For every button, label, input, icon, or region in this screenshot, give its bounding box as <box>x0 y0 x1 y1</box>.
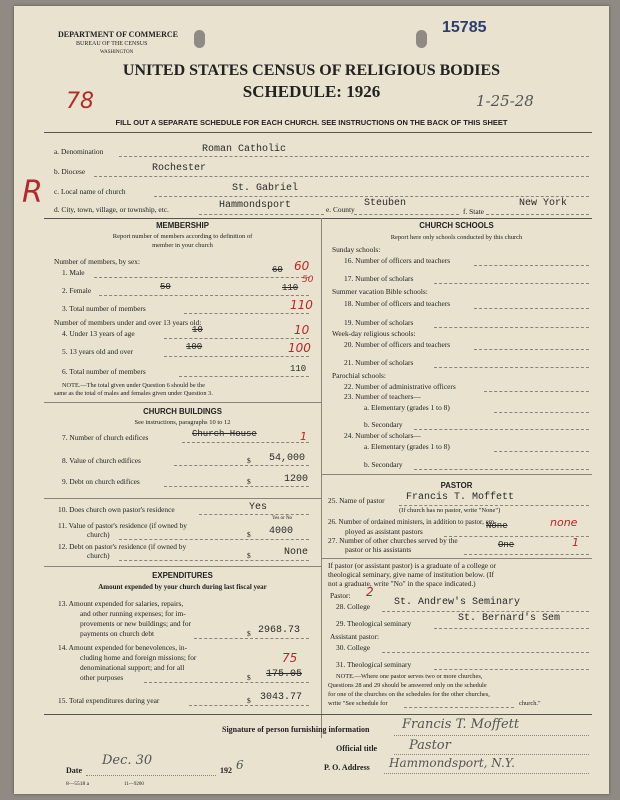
q29-value: St. Bernard's Sem <box>458 613 561 624</box>
punch-hole <box>416 30 427 48</box>
q5-line <box>164 356 309 357</box>
q8-line <box>174 465 309 466</box>
q26-handwritten: none <box>550 516 578 529</box>
q4-handwritten: 10 <box>294 323 310 337</box>
q11-value: 4000 <box>269 526 294 537</box>
q2-label: 2. Female <box>62 286 92 295</box>
q28-value: St. Andrew's Seminary <box>394 597 521 608</box>
print-code: 11—9200 <box>124 782 144 787</box>
membership-note-1: NOTE.—The total given under Question 6 should be the <box>62 382 205 389</box>
q15-label: 15. Total expenditures during year <box>58 696 160 705</box>
form-instruction: FILL OUT A SEPARATE SCHEDULE FOR EACH CHURCH. SEE INSTRUCTIONS ON THE BACK OF THIS SHEET <box>115 118 508 127</box>
q21-label: 21. Number of scholars <box>344 358 414 367</box>
q4-line <box>164 338 309 339</box>
date-label: Date <box>66 766 82 775</box>
q26-label-2: ployed as assistant pastors <box>345 527 423 536</box>
q25-line <box>399 505 589 506</box>
punch-hole <box>194 30 205 48</box>
q1-handwritten: 60 <box>294 259 310 273</box>
q27-line <box>464 554 589 555</box>
graduate-note-1: If pastor (or assistant pastor) is a graduate of a college or <box>328 561 497 570</box>
center-divider <box>321 218 322 738</box>
q22-label: 22. Number of administrative officers <box>344 382 456 391</box>
county-label: e. County <box>326 205 355 214</box>
q7-value: Church House <box>192 429 257 439</box>
header-rule <box>44 132 592 133</box>
serial-number: 15785 <box>442 19 487 36</box>
date-value: Dec. 30 <box>102 753 153 768</box>
pastor-note-4: write "See schedule for <box>328 700 388 707</box>
q4-label: 4. Under 13 years of age <box>62 329 135 338</box>
membership-intro-1: Report number of members according to definition of <box>112 233 253 240</box>
city-name: WASHINGTON <box>100 50 134 55</box>
membership-note-2: same as the total of males and females given under Question 3. <box>54 390 213 397</box>
department-name: DEPARTMENT OF COMMERCE <box>58 30 179 39</box>
handwritten-date: 1-25-28 <box>476 92 534 110</box>
q30-line <box>382 652 589 653</box>
q27-value: One <box>498 540 515 550</box>
pastor-handwritten-mark: 2 <box>366 585 374 599</box>
official-title-value: Pastor <box>409 738 451 753</box>
official-title-label: Official title <box>336 744 378 753</box>
expenditures-sub: Amount expended by your church during last fiscal year <box>98 583 267 591</box>
q5-label: 5. 13 years old and over <box>62 347 134 356</box>
diocese-line <box>94 176 589 177</box>
denomination-line <box>119 156 589 157</box>
q30-label: 30. College <box>336 643 371 652</box>
q12-dollar: $ <box>247 551 251 560</box>
q31-line <box>434 669 589 670</box>
diocese-value: Rochester <box>152 163 207 174</box>
q24-label: 24. Number of scholars— <box>344 431 421 440</box>
expenditures-heading: EXPENDITURES <box>152 571 213 580</box>
q17-label: 17. Number of scholars <box>344 274 414 283</box>
schedule-title: SCHEDULE: 1926 <box>242 82 381 101</box>
q14-label-3: denominational support; and for all <box>80 663 185 672</box>
q29-line <box>434 628 589 629</box>
q11-label-1: 11. Value of pastor's residence (if owned by <box>58 521 187 530</box>
q12-label-1: 12. Debt on pastor's residence (if owned by <box>58 542 187 551</box>
handwritten-number: 78 <box>66 89 94 114</box>
q11-dollar: $ <box>247 530 251 539</box>
schools-heading: CHURCH SCHOOLS <box>419 221 494 230</box>
buildings-sub: See instructions, paragraphs 10 to 12 <box>134 419 231 426</box>
pastor-sub-label: Pastor: <box>330 591 351 600</box>
schools-intro: Report here only schools conducted by this church <box>390 234 523 241</box>
q3-handwritten: 110 <box>290 298 313 312</box>
pastor-note-2: Questions 28 and 29 should be answered only on the schedule <box>328 682 487 689</box>
q10-value: Yes <box>249 502 268 513</box>
membership-intro-2: member in your church <box>152 242 213 249</box>
q6-line <box>179 376 309 377</box>
q18-line <box>474 308 589 309</box>
city-label: d. City, town, village, or township, etc. <box>54 205 169 214</box>
q1-struck-value: 60 <box>272 265 283 275</box>
grid-bottom-rule <box>44 714 592 715</box>
q17-line <box>434 283 589 284</box>
pastor-mid-rule <box>321 558 592 559</box>
state-line <box>486 214 589 215</box>
q7-label: 7. Number of church edifices <box>62 433 149 442</box>
q13-line <box>194 638 309 639</box>
q14-value: 175.05 <box>266 669 303 680</box>
state-value: New York <box>519 198 568 209</box>
state-label: f. State <box>463 207 484 216</box>
parochial-heading: Parochial schools: <box>332 371 386 380</box>
q21-line <box>434 367 589 368</box>
q23b-label: b. Secondary <box>364 420 403 429</box>
church-name-label: c. Local name of church <box>54 187 126 196</box>
buildings-heading: CHURCH BUILDINGS <box>143 407 222 416</box>
form-code: 8—5518 a <box>66 781 90 787</box>
graduate-note-2: theological seminary, give name of institution below. (If <box>328 570 494 579</box>
city-line <box>199 214 324 215</box>
q20-line <box>474 349 589 350</box>
q16-label: 16. Number of officers and teachers <box>344 256 451 265</box>
q29-label: 29. Theological seminary <box>336 619 412 628</box>
official-title-line <box>394 754 589 755</box>
q27-label-1: 27. Number of other churches served by the <box>328 536 458 545</box>
q14-label-4: other purposes <box>80 673 124 682</box>
q23a-line <box>494 412 589 413</box>
address-label: P. O. Address <box>324 763 370 772</box>
q12-value: None <box>284 547 309 558</box>
q5-handwritten: 100 <box>288 341 311 355</box>
q24b-label: b. Secondary <box>364 460 403 469</box>
q9-value: 1200 <box>284 474 309 485</box>
q2-value: 110 <box>282 283 299 293</box>
q26-line <box>444 536 589 537</box>
year-prefix: 192 <box>220 766 232 775</box>
summer-heading: Summer vacation Bible schools: <box>332 287 428 296</box>
q12-label-2: church) <box>87 551 110 560</box>
q3-line <box>184 313 309 314</box>
q8-dollar: $ <box>247 456 251 465</box>
schools-bottom-rule <box>321 474 592 475</box>
address-line <box>384 773 589 774</box>
q6-value: 110 <box>290 364 307 374</box>
buildings-bottom-rule <box>44 566 321 567</box>
church-name-value: St. Gabriel <box>232 183 299 194</box>
q28-label: 28. College <box>336 602 371 611</box>
q8-label: 8. Value of church edifices <box>62 456 141 465</box>
q13-label-1: 13. Amount expended for salaries, repairs, <box>58 599 184 608</box>
q27-handwritten: 1 <box>572 536 579 549</box>
q10-line <box>199 514 309 515</box>
q13-label-4: payments on church debt <box>80 629 155 638</box>
q7-line <box>182 442 309 443</box>
q13-value: 2968.73 <box>258 625 301 636</box>
q14-line <box>144 682 309 683</box>
q12-line <box>119 560 309 561</box>
q25-note: (If church has no pastor, write "None") <box>399 507 501 514</box>
q11-line <box>119 539 309 540</box>
q14-label-2: cluding home and foreign missions; for <box>80 653 197 662</box>
handwritten-r: R <box>22 175 43 210</box>
q10-label: 10. Does church own pastor's residence <box>58 505 175 514</box>
q25-value: Francis T. Moffett <box>406 492 515 503</box>
pastor-note-5: church." <box>519 700 541 707</box>
q2-handwritten: 50 <box>302 275 314 285</box>
q11-label-2: church) <box>87 530 110 539</box>
pastor-note-1: NOTE.—Where one pastor serves two or more churches, <box>336 673 483 680</box>
q15-value: 3043.77 <box>260 692 303 703</box>
q28-line <box>382 611 589 612</box>
q26-value: None <box>486 521 508 531</box>
pastor-note-line <box>404 707 514 708</box>
q24a-label: a. Elementary (grades 1 to 8) <box>364 442 450 451</box>
weekday-heading: Week-day religious schools: <box>332 329 416 338</box>
q27-label-2: pastor or his assistants <box>345 545 412 554</box>
city-value: Hammondsport <box>219 200 292 211</box>
county-line <box>354 214 459 215</box>
q8-value: 54,000 <box>269 453 306 464</box>
denomination-value: Roman Catholic <box>202 144 287 155</box>
q24a-line <box>494 451 589 452</box>
sunday-heading: Sunday schools: <box>332 245 381 254</box>
q20-label: 20. Number of officers and teachers <box>344 340 451 349</box>
q13-label-2: and other running expenses; for im- <box>80 609 186 618</box>
q16-line <box>474 265 589 266</box>
q23a-label: a. Elementary (grades 1 to 8) <box>364 403 450 412</box>
signature-value: Francis T. Moffett <box>402 717 520 732</box>
q6-label: 6. Total number of members <box>62 367 146 376</box>
signature-line <box>394 735 589 736</box>
q1-line <box>94 277 309 278</box>
q2-line <box>99 295 309 296</box>
form-title: UNITED STATES CENSUS OF RELIGIOUS BODIES <box>122 62 501 79</box>
membership-bottom-rule <box>44 402 321 403</box>
grid-top-rule <box>44 218 592 219</box>
denomination-label: a. Denomination <box>54 147 104 156</box>
q15-dollar: $ <box>247 696 251 705</box>
q22-line <box>484 391 589 392</box>
graduate-note-3: not a graduate, write "No" in the space indicated.) <box>328 579 476 588</box>
q3-label: 3. Total number of members <box>62 304 146 313</box>
sex-heading: Number of members, by sex: <box>54 257 140 266</box>
q5-value: 100 <box>186 342 203 352</box>
q15-line <box>189 705 309 706</box>
q25-label: 25. Name of pastor <box>328 496 385 505</box>
census-schedule-sheet <box>14 6 609 794</box>
q4-value: 10 <box>192 325 203 335</box>
address-value: Hammondsport, N.Y. <box>389 756 515 770</box>
pastor-heading: PASTOR <box>440 481 473 490</box>
q2-struck-value: 50 <box>160 282 171 292</box>
buildings-mid-rule <box>44 498 321 499</box>
yes-no-note: Yes or No <box>272 516 293 521</box>
signature-label: Signature of person furnishing information <box>222 725 370 734</box>
q14-dollar: $ <box>247 673 251 682</box>
q31-label: 31. Theological seminary <box>336 660 412 669</box>
year-handwritten: 6 <box>236 758 244 772</box>
assistant-sub-label: Assistant pastor: <box>330 632 380 641</box>
q26-label-1: 26. Number of ordained ministers, in addition to pastor, em- <box>328 518 497 526</box>
q19-line <box>434 327 589 328</box>
county-value: Steuben <box>364 198 407 209</box>
membership-heading: MEMBERSHIP <box>156 221 209 230</box>
date-line <box>86 775 216 776</box>
pastor-note-3: for one of the churches on the schedules for the other churches, <box>328 691 490 698</box>
church-name-line <box>154 196 589 197</box>
q24b-line <box>414 469 589 470</box>
q23-label: 23. Number of teachers— <box>344 392 421 401</box>
q9-label: 9. Debt on church edifices <box>62 477 140 486</box>
q9-dollar: $ <box>247 477 251 486</box>
age-heading: Number of members under and over 13 years old: <box>54 318 202 327</box>
q23b-line <box>414 429 589 430</box>
diocese-label: b. Diocese <box>54 167 86 176</box>
q14-handwritten: 75 <box>282 651 298 665</box>
q13-dollar: $ <box>247 629 251 638</box>
bureau-name: BUREAU OF THE CENSUS <box>76 41 148 47</box>
q18-label: 18. Number of officers and teachers <box>344 299 451 308</box>
q1-label: 1. Male <box>62 268 85 277</box>
q19-label: 19. Number of scholars <box>344 318 414 327</box>
q14-label-1: 14. Amount expended for benevolences, in- <box>58 643 188 652</box>
q13-label-3: provements or new buildings; and for <box>80 619 192 628</box>
q7-handwritten: 1 <box>300 430 307 443</box>
q9-line <box>164 486 309 487</box>
